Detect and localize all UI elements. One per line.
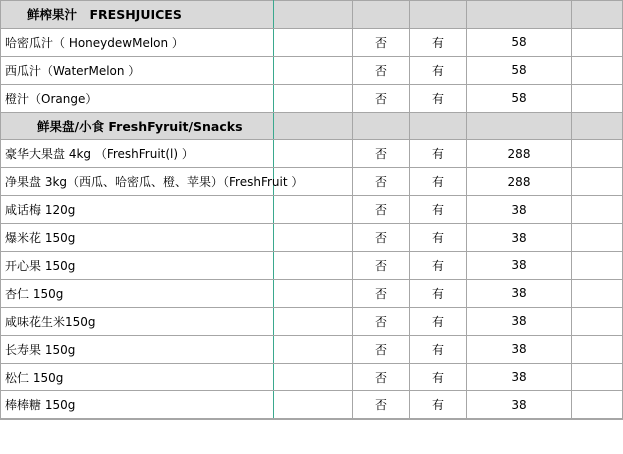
availability-cell[interactable]: 有 <box>410 84 467 112</box>
cell[interactable] <box>274 112 353 140</box>
availability-cell[interactable]: 有 <box>410 279 467 307</box>
cell[interactable] <box>572 140 623 168</box>
table-row <box>1 140 623 168</box>
cell[interactable] <box>572 168 623 196</box>
cell[interactable] <box>274 140 353 168</box>
cell[interactable] <box>274 56 353 84</box>
item-name-cell[interactable]: 咸味花生米150g <box>1 307 274 335</box>
table-row <box>1 168 623 196</box>
cell[interactable] <box>572 224 623 252</box>
table-row <box>1 335 623 363</box>
availability-cell[interactable]: 有 <box>410 391 467 419</box>
item-name-cell[interactable]: 松仁 150g <box>1 363 274 391</box>
availability-cell[interactable]: 有 <box>410 28 467 56</box>
cell[interactable] <box>353 112 410 140</box>
availability-cell[interactable]: 有 <box>410 363 467 391</box>
item-name-cell[interactable]: 棒棒糖 150g <box>1 391 274 419</box>
cell[interactable] <box>353 1 410 29</box>
price-cell[interactable]: 58 <box>467 56 572 84</box>
table-row <box>1 28 623 56</box>
price-cell[interactable]: 38 <box>467 391 572 419</box>
cell[interactable] <box>274 363 353 391</box>
service-fee-cell[interactable]: 否 <box>353 196 410 224</box>
table-row <box>1 84 623 112</box>
availability-cell[interactable]: 有 <box>410 307 467 335</box>
cell[interactable] <box>572 252 623 280</box>
cell[interactable] <box>274 335 353 363</box>
cell[interactable] <box>572 391 623 419</box>
cell[interactable] <box>274 307 353 335</box>
price-cell[interactable]: 38 <box>467 363 572 391</box>
item-name-cell[interactable]: 开心果 150g <box>1 252 274 280</box>
service-fee-cell[interactable]: 否 <box>353 28 410 56</box>
availability-cell[interactable]: 有 <box>410 56 467 84</box>
service-fee-cell[interactable]: 否 <box>353 56 410 84</box>
section-title: 鲜果盘/小食 FreshFyruit/Snacks <box>37 119 243 134</box>
service-fee-cell[interactable]: 否 <box>353 224 410 252</box>
price-cell[interactable]: 38 <box>467 307 572 335</box>
availability-cell[interactable]: 有 <box>410 335 467 363</box>
section-title: 鲜榨果汁 FRESHJUICES <box>27 7 182 23</box>
service-fee-cell[interactable]: 否 <box>353 307 410 335</box>
cell[interactable] <box>274 196 353 224</box>
cell[interactable] <box>274 224 353 252</box>
table-row <box>1 363 623 391</box>
price-cell[interactable]: 38 <box>467 224 572 252</box>
availability-cell[interactable]: 有 <box>410 224 467 252</box>
availability-cell[interactable]: 有 <box>410 196 467 224</box>
service-fee-cell[interactable]: 否 <box>353 140 410 168</box>
price-cell[interactable]: 38 <box>467 196 572 224</box>
cell[interactable] <box>572 28 623 56</box>
service-fee-cell[interactable]: 否 <box>353 252 410 280</box>
item-name-cell[interactable]: 咸话梅 120g <box>1 196 274 224</box>
section-header-row <box>1 112 623 140</box>
cell[interactable] <box>572 112 623 140</box>
table-row <box>1 56 623 84</box>
price-cell[interactable]: 58 <box>467 28 572 56</box>
section-header-cell[interactable] <box>1 112 274 140</box>
service-fee-cell[interactable]: 否 <box>353 168 410 196</box>
cell[interactable] <box>274 1 353 29</box>
item-name-cell[interactable]: 哈密瓜汁（ HoneydewMelon ） <box>1 28 274 56</box>
cell[interactable] <box>467 112 572 140</box>
service-fee-cell[interactable]: 否 <box>353 391 410 419</box>
cell[interactable] <box>274 279 353 307</box>
price-cell[interactable]: 38 <box>467 279 572 307</box>
cell[interactable] <box>572 56 623 84</box>
service-fee-cell[interactable]: 否 <box>353 363 410 391</box>
item-name-cell[interactable]: 杏仁 150g <box>1 279 274 307</box>
price-cell[interactable]: 288 <box>467 168 572 196</box>
cell[interactable] <box>572 84 623 112</box>
item-name-cell[interactable]: 爆米花 150g <box>1 224 274 252</box>
table-row <box>1 307 623 335</box>
availability-cell[interactable]: 有 <box>410 252 467 280</box>
item-name-cell[interactable]: 豪华大果盘 4kg （FreshFruit(l) ） <box>1 140 274 168</box>
section-header-row <box>1 1 623 29</box>
item-name-cell[interactable]: 净果盘 3kg（西瓜、哈密瓜、橙、苹果）（FreshFruit ） <box>1 168 274 196</box>
price-cell[interactable]: 38 <box>467 335 572 363</box>
cell[interactable] <box>572 196 623 224</box>
cell[interactable] <box>274 252 353 280</box>
table-row <box>1 252 623 280</box>
cell[interactable] <box>410 1 467 29</box>
price-cell[interactable]: 38 <box>467 252 572 280</box>
price-cell[interactable]: 288 <box>467 140 572 168</box>
table-row <box>1 279 623 307</box>
table-row <box>1 391 623 419</box>
service-fee-cell[interactable]: 否 <box>353 279 410 307</box>
table-row <box>1 196 623 224</box>
cell[interactable] <box>572 279 623 307</box>
item-name-cell[interactable]: 橙汁（Orange） <box>1 84 274 112</box>
cell[interactable] <box>572 363 623 391</box>
cell[interactable] <box>410 112 467 140</box>
service-fee-cell[interactable]: 否 <box>353 84 410 112</box>
table-row <box>1 224 623 252</box>
availability-cell[interactable]: 有 <box>410 168 467 196</box>
cell[interactable] <box>572 1 623 29</box>
cell[interactable] <box>274 391 353 419</box>
price-cell[interactable]: 58 <box>467 84 572 112</box>
cell[interactable] <box>274 84 353 112</box>
cell[interactable] <box>572 335 623 363</box>
item-name-cell[interactable]: 长寿果 150g <box>1 335 274 363</box>
service-fee-cell[interactable]: 否 <box>353 335 410 363</box>
cell[interactable] <box>274 28 353 56</box>
availability-cell[interactable]: 有 <box>410 140 467 168</box>
item-name-cell[interactable]: 西瓜汁（WaterMelon ） <box>1 56 274 84</box>
section-header-cell[interactable] <box>1 1 274 29</box>
cell[interactable] <box>467 1 572 29</box>
cell[interactable] <box>572 307 623 335</box>
